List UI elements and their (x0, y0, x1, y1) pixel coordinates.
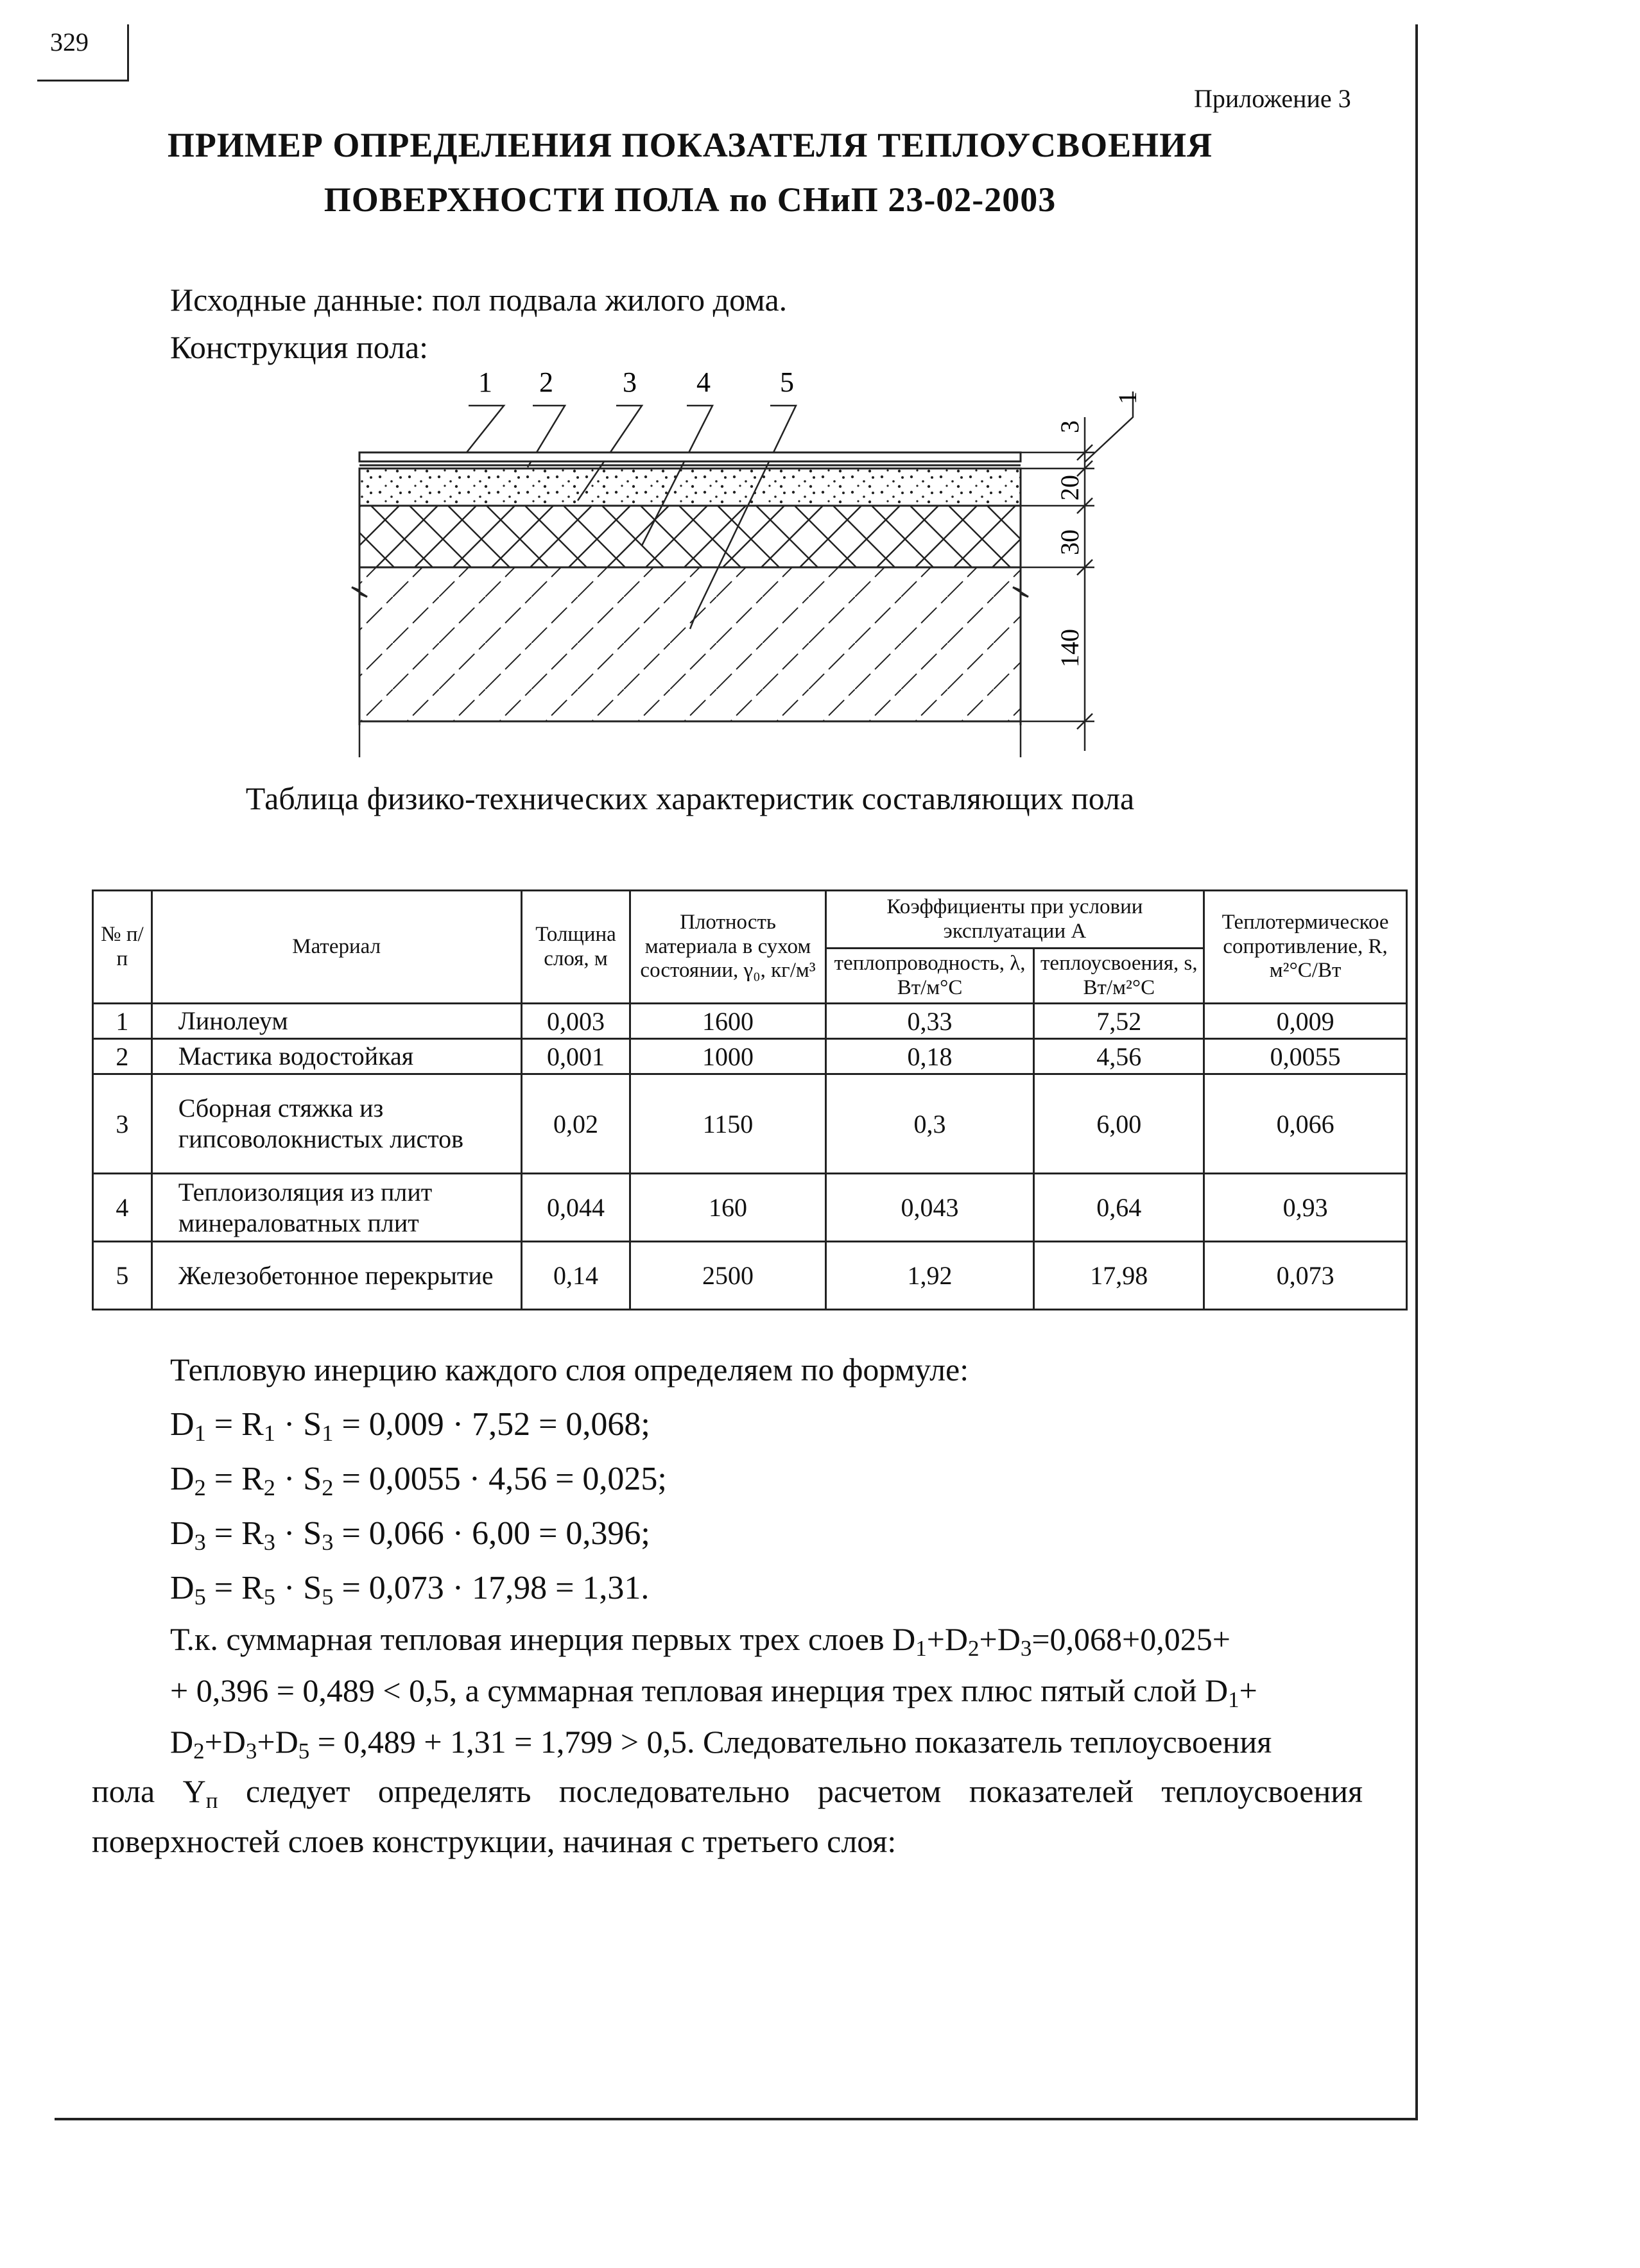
conclusion-line4 (92, 1773, 1363, 1814)
cell-thickness: 0,14 (521, 1242, 630, 1310)
source-data-text: Исходные данные: пол подвала жилого дома. (170, 282, 788, 318)
table-row (93, 1004, 1407, 1039)
side-label: 1 (1113, 391, 1142, 404)
cell-thickness: 0,003 (521, 1004, 630, 1039)
cell-absorption: 6,00 (1034, 1074, 1204, 1174)
conclusion-text: Т.к. суммарная тепловая инерция первых трех слоев D (170, 1621, 916, 1657)
header-absorption: теплоусвоения, s, Вт/м²°С (1034, 949, 1204, 1004)
layer-label-5: 5 (780, 366, 794, 398)
conclusion-text: = 0,489 + 1,31 = 1,799 > 0,5. Следовательно показатель теплоусвоения (309, 1724, 1272, 1760)
cell-thickness: 0,044 (521, 1174, 630, 1242)
cell-material: Железобетонное перекрытие (151, 1242, 521, 1310)
layer-label-3: 3 (623, 366, 637, 398)
conclusion-text: следует определять последовательно расчетом показателей теплоусвоения (218, 1773, 1363, 1809)
conclusion-text: + 0,396 = 0,489 < 0,5, а суммарная тепловая инерция трех плюс пятый слой D (170, 1672, 1229, 1708)
frame-right-border (1415, 24, 1418, 2120)
formula-line: $D_5 = R_5 \cdot S_5 = 0,073 \cdot 17,98 = 1,31$. (170, 1570, 650, 1610)
formula-s-index: 5 (322, 1584, 334, 1610)
formula-expression: = 0,009 · 7,52 = 0,068; (333, 1406, 650, 1443)
cell-num: 5 (93, 1242, 152, 1310)
formula-s-index: 2 (322, 1475, 334, 1501)
cell-absorption: 0,64 (1034, 1174, 1204, 1242)
conclusion-line5: поверхностей слоев конструкции, начиная с третьего слоя: (92, 1823, 897, 1859)
materials-table (92, 889, 1408, 1310)
cell-conductivity: 0,3 (825, 1074, 1034, 1174)
dimension-30: 30 (1055, 529, 1084, 555)
formula-s-index: 1 (322, 1420, 334, 1447)
formula-line: $D_3 = R_3 \cdot S_3 = 0,066 \cdot 6,00 = 0,396$; (170, 1515, 650, 1556)
formula-r-index: 5 (263, 1584, 275, 1610)
cell-conductivity: 0,18 (825, 1039, 1034, 1074)
cell-conductivity: 0,33 (825, 1004, 1034, 1039)
floor-construction-drawing (347, 366, 1149, 770)
conclusion-line2: + 0,396 = 0,489 < 0,5, а суммарная тепловая инерция трех плюс пятый слой $D_1+$ (170, 1672, 1257, 1712)
conclusion-sub: п (205, 1787, 218, 1813)
cell-num: 4 (93, 1174, 152, 1242)
layer-label-1: 1 (478, 366, 492, 398)
cell-density: 1600 (630, 1004, 825, 1039)
cell-material: Мастика водостойкая (151, 1039, 521, 1074)
formula-d-index: 2 (194, 1475, 206, 1501)
page-number: 329 (50, 28, 89, 56)
formula-expression: = 0,066 · 6,00 = 0,396; (333, 1515, 650, 1552)
dimension-3: 3 (1055, 420, 1084, 433)
formula-r-index: 2 (263, 1475, 275, 1501)
table-row (93, 1174, 1407, 1242)
cell-thickness: 0,001 (521, 1039, 630, 1074)
cell-resistance: 0,0055 (1204, 1039, 1407, 1074)
formula-d-index: 1 (194, 1420, 206, 1447)
dimension-140: 140 (1055, 629, 1084, 667)
cell-density: 1000 (630, 1039, 825, 1074)
conclusion-line3: $D_2+D_3+D_5 = 0,489 + 1,31 = 1,799 > 0,5$. Следовательно показатель теплоусвоения (170, 1724, 1272, 1764)
cell-absorption: 4,56 (1034, 1039, 1204, 1074)
formula-line: $D_1 = R_1 \cdot S_1 = 0,009 \cdot 7,52 = 0,068$; (170, 1406, 650, 1447)
header-resistance: Теплотермическое сопротивление, R, м²°С/Вт (1204, 891, 1407, 1004)
header-conductivity: теплопроводность, λ, Вт/м°С (825, 949, 1034, 1004)
layer-label-2: 2 (539, 366, 553, 398)
formula-s-index: 3 (322, 1529, 334, 1556)
table-row (93, 1039, 1407, 1074)
formula-expression: = 0,0055 · 4,56 = 0,025; (333, 1461, 667, 1497)
table-row (93, 1242, 1407, 1310)
header-material: Материал (151, 891, 521, 1004)
cell-absorption: 7,52 (1034, 1004, 1204, 1039)
conclusion-text: пола Y (92, 1773, 206, 1809)
header-thickness: Толщина слоя, м (521, 891, 630, 1004)
cell-absorption: 17,98 (1034, 1242, 1204, 1310)
dimension-20: 20 (1055, 475, 1084, 501)
cell-material: Теплоизоляция из плит минераловатных плит (151, 1174, 521, 1242)
appendix-label: Приложение 3 (1194, 84, 1351, 113)
dimension-chain (1021, 391, 1133, 751)
formula-d-index: 3 (194, 1529, 206, 1556)
formula-d-index: 5 (194, 1584, 206, 1610)
frame-bottom-border (55, 2118, 1417, 2120)
cell-density: 2500 (630, 1242, 825, 1310)
formula-r-index: 1 (263, 1420, 275, 1447)
formula-intro: Тепловую инерцию каждого слоя определяем по формуле: (170, 1352, 969, 1387)
construction-label: Конструкция пола: (170, 329, 429, 365)
cell-material: Сборная стяжка из гипсоволокнистых листов (151, 1074, 521, 1174)
formula-expression: = 0,073 · 17,98 = 1,31. (333, 1570, 650, 1606)
header-num: № п/п (93, 891, 152, 1004)
cell-num: 1 (93, 1004, 152, 1039)
page-title-line1: ПРИМЕР ОПРЕДЕЛЕНИЯ ПОКАЗАТЕЛЯ ТЕПЛОУСВОЕНИЯ (167, 126, 1213, 164)
cell-conductivity: 1,92 (825, 1242, 1034, 1310)
header-coefficients: Коэффициенты при условии эксплуатации А (825, 891, 1204, 949)
header-density: Плотность материала в сухом состоянии, γ₀, кг/м³ (630, 891, 825, 1004)
cell-resistance: 0,93 (1204, 1174, 1407, 1242)
cell-density: 160 (630, 1174, 825, 1242)
cell-density: 1150 (630, 1074, 825, 1174)
formula-line: $D_2 = R_2 \cdot S_2 = 0,0055 \cdot 4,56 = 0,025$; (170, 1461, 667, 1501)
formula-r-index: 3 (263, 1529, 275, 1556)
cell-num: 3 (93, 1074, 152, 1174)
table-caption: Таблица физико-технических характеристик составляющих пола (245, 780, 1135, 816)
table-row (93, 1074, 1407, 1174)
cell-conductivity: 0,043 (825, 1174, 1034, 1242)
cell-num: 2 (93, 1039, 152, 1074)
cell-resistance: 0,066 (1204, 1074, 1407, 1174)
layer-label-4: 4 (696, 366, 711, 398)
cell-resistance: 0,073 (1204, 1242, 1407, 1310)
cell-resistance: 0,009 (1204, 1004, 1407, 1039)
page-title-line2: ПОВЕРХНОСТИ ПОЛА по СНиП 23-02-2003 (324, 180, 1057, 219)
cell-material: Линолеум (151, 1004, 521, 1039)
conclusion-text: =0,068+0,025+ (1031, 1621, 1230, 1657)
cell-thickness: 0,02 (521, 1074, 630, 1174)
conclusion-line1: Т.к. суммарная тепловая инерция первых трех слоев $D_1+D_2+D_3=0,068+0,025+$ (170, 1621, 1230, 1661)
